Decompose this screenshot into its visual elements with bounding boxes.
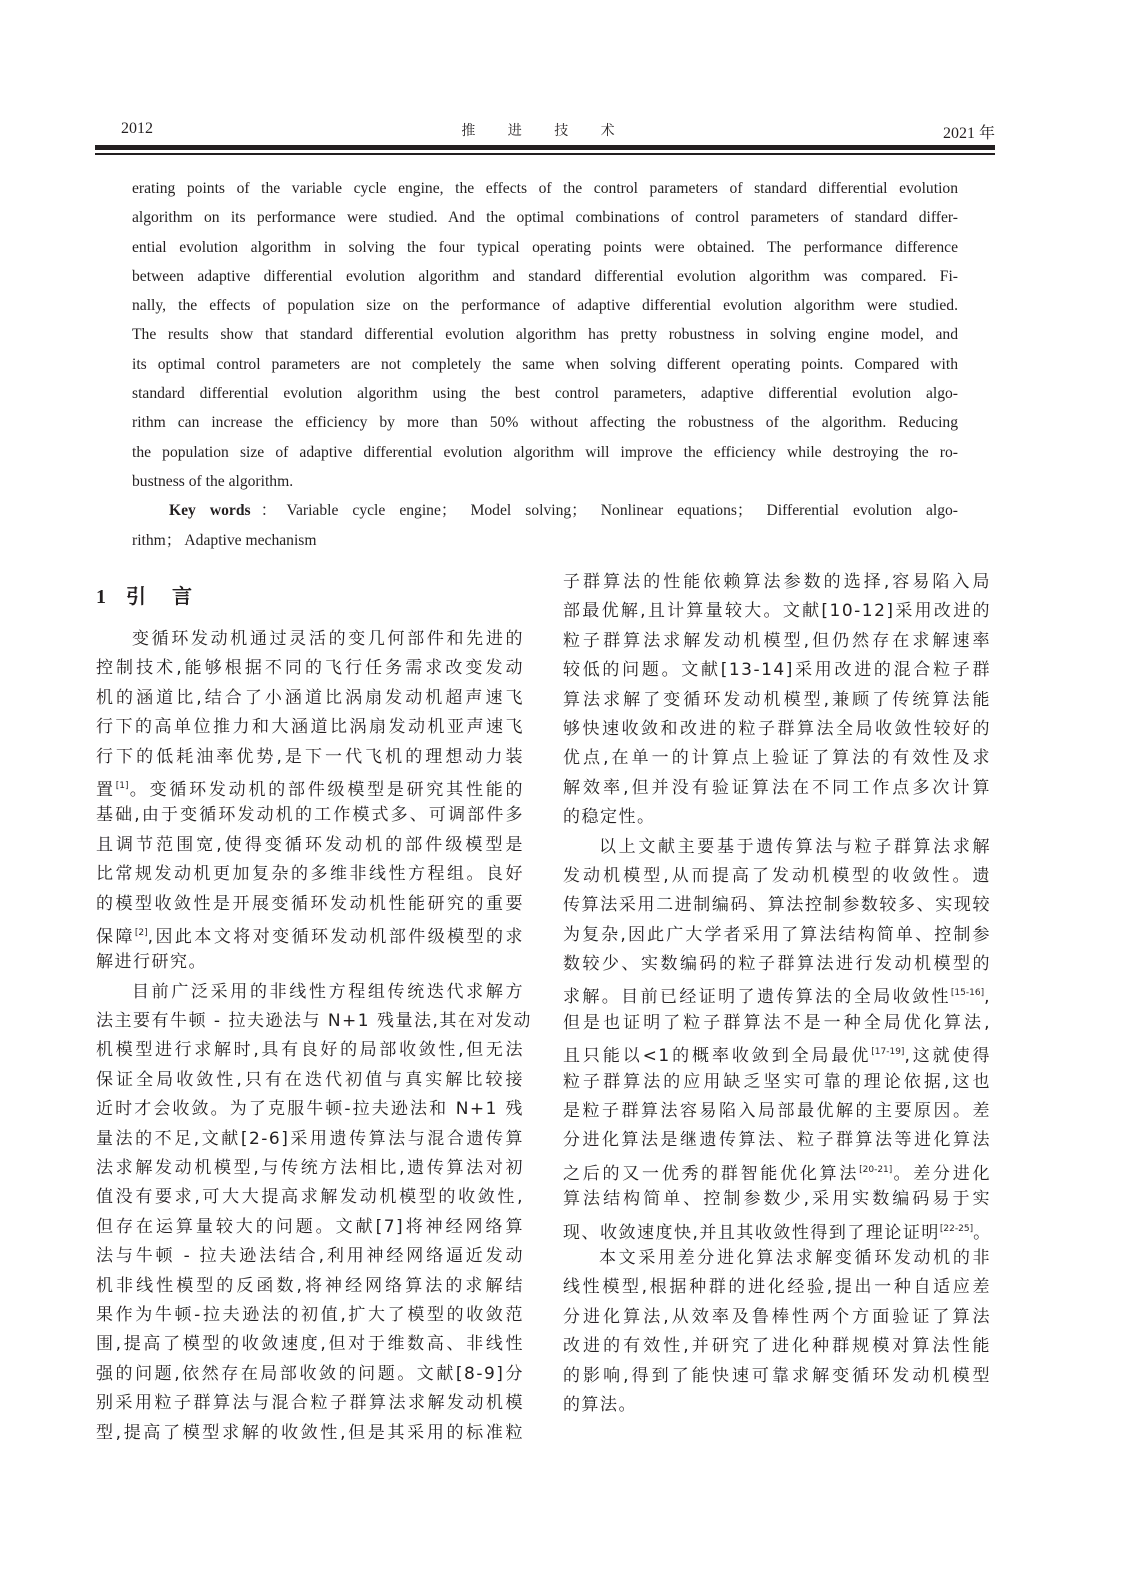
paragraph-line: 别采用粒子群算法与混合粒子群算法求解发动机模 [96, 1393, 524, 1414]
paragraph-line: 数较少、实数编码的粒子群算法进行发动机模型的 [563, 954, 991, 975]
paragraph-line: 围,提高了模型的收敛速度,但对于维数高、非线性 [96, 1334, 524, 1355]
text-run: , [984, 987, 991, 1008]
paragraph-line: 改进的有效性,并研究了进化种群规模对算法性能 [563, 1336, 991, 1357]
keywords-line: rithm； Adaptive mechanism [132, 531, 317, 549]
paragraph-line: 保证全局收敛性,只有在迭代初值与真实解比较接 [96, 1069, 524, 1090]
section-title-char: 引 [126, 584, 146, 608]
abstract-line: ential evolution algorithm in solving the four typical operating points were obtained. The performance difference [132, 238, 958, 256]
abstract-line: between adaptive differential evolution algorithm and standard differential evolution algorithm was compared. Fi- [132, 267, 958, 285]
paragraph-line: 机模型进行求解时,具有良好的局部收敛性,但无法 [96, 1040, 524, 1061]
paragraph-line [563, 979, 991, 1008]
paragraph-line: 部最优解,且计算量较大。文献[10-12]采用改进的 [563, 601, 991, 622]
citation-ref[interactable]: [22-25] [939, 1223, 974, 1234]
paragraph-line: 的稳定性。 [563, 807, 656, 828]
paragraph-line: 传算法采用二进制编码、算法控制参数较多、实现较 [563, 895, 991, 916]
text-run: 且只能以<1的概率收敛到全局最优 [563, 1046, 872, 1067]
paragraph-line [563, 1156, 991, 1185]
paragraph-line: 法求解发动机模型,与传统方法相比,遗传算法对初 [96, 1158, 524, 1179]
paragraph-line: 线性模型,根据种群的进化经验,提出一种自适应差 [563, 1277, 991, 1298]
text-run: 之后的又一优秀的群智能优化算法 [563, 1163, 860, 1184]
abstract-line: bustness of the algorithm. [132, 472, 294, 490]
paragraph-line: 近时才会收敛。为了克服牛顿-拉夫逊法和 N+1 残 [96, 1099, 524, 1120]
journal-title: 推 进 技 术 [461, 123, 629, 139]
paragraph-line: 优点,在单一的计算点上验证了算法的有效性及求 [563, 748, 991, 769]
text-run: 。差分进化 [892, 1163, 991, 1184]
paragraph-line: 分进化算法,从效率及鲁棒性两个方面验证了算法 [563, 1306, 991, 1327]
section-number: 1 [96, 586, 106, 608]
text-run: 。变循环发动机的部件级模型是研究其性能的 [128, 779, 525, 800]
abstract-line: the population size of adaptive differential evolution algorithm will improve the efficiency while destroying the ro- [132, 443, 958, 461]
keywords-text: ：Variable cycle engine； Model solving； Nonlinear equations； Differential evolution algo- [250, 502, 958, 520]
paragraph-line: 行下的高单位推力和大涵道比涡扇发动机亚声速飞 [96, 717, 524, 738]
text-run: 求解。目前已经证明了遗传算法的全局收敛性 [563, 987, 951, 1008]
paragraph-line: 分进化算法是继遗传算法、粒子群算法等进化算法 [563, 1130, 991, 1151]
citation-ref[interactable]: [1] [115, 780, 129, 791]
paragraph-line: 发动机模型,从而提高了发动机模型的收敛性。遗 [563, 865, 991, 886]
header-rule-thick [95, 145, 995, 150]
abstract-line: nally, the effects of population size on the performance of adaptive differential evolution algorithm were studied. [132, 297, 958, 315]
keywords-line [132, 496, 958, 525]
text-run: 保障 [96, 926, 135, 947]
citation-ref[interactable]: [2] [134, 927, 148, 938]
paragraph-line: 比常规发动机更加复杂的多维非线性方程组。良好 [96, 864, 524, 885]
paragraph-line: 值没有要求,可大大提高求解发动机模型的收敛性, [96, 1187, 524, 1208]
paragraph-line [563, 1038, 991, 1067]
paragraph-line: 强的问题,依然存在局部收敛的问题。文献[8-9]分 [96, 1363, 524, 1384]
paragraph-line: 控制技术,能够根据不同的飞行任务需求改变发动 [96, 658, 524, 679]
abstract-line: rithm can increase the efficiency by more than 50% without affecting the robustness of the algorithm. Reducing [132, 414, 958, 432]
citation-ref[interactable]: [15-16] [950, 988, 985, 999]
paragraph-line: 解效率,但并没有验证算法在不同工作点多次计算 [563, 777, 991, 798]
paragraph-line: 目前广泛采用的非线性方程组传统迭代求解方 [132, 981, 524, 1002]
citation-ref[interactable]: [17-19] [871, 1047, 905, 1058]
paragraph-line: 较低的问题。文献[13-14]采用改进的混合粒子群 [563, 660, 991, 681]
english-abstract [132, 174, 958, 555]
citation-ref[interactable]: [20-21] [859, 1164, 893, 1175]
paragraph-line: 果作为牛顿-拉夫逊法的初值,扩大了模型的收敛范 [96, 1304, 524, 1325]
paragraph-line: 法主要有牛顿 - 拉夫逊法与 N+1 残量法,其在对发动 [96, 1011, 532, 1032]
paragraph-line: 子群算法的性能依赖算法参数的选择,容易陷入局 [563, 572, 991, 592]
paragraph-line: 变循环发动机通过灵活的变几何部件和先进的 [132, 629, 524, 649]
text-run: 。 [973, 1222, 992, 1243]
text-run: ,这就使得 [904, 1046, 992, 1067]
keywords-label: Key words [169, 502, 251, 520]
paragraph-line: 机非线性模型的反函数,将神经网络算法的求解结 [96, 1275, 524, 1296]
section-heading [96, 580, 192, 609]
paragraph-line [96, 919, 524, 948]
paragraph-line: 的模型收敛性是开展变循环发动机性能研究的重要 [96, 893, 524, 914]
abstract-line: standard differential evolution algorithm using the best control parameters, adaptive differential evolution algo- [132, 385, 958, 403]
paragraph-line: 粒子群算法求解发动机模型,但仍然存在求解速率 [563, 630, 991, 651]
paragraph-line: 算法结构简单、控制参数少,采用实数编码易于实 [563, 1189, 991, 1210]
header-rule-thin [95, 153, 995, 155]
abstract-line: erating points of the variable cycle engine, the effects of the control parameters of standard differential evolution [132, 180, 958, 197]
running-header [95, 118, 995, 142]
paragraph-line: 机的涵道比,结合了小涵道比涡扇发动机超声速飞 [96, 687, 524, 708]
paragraph-line: 行下的低耗油率优势,是下一代飞机的理想动力装 [96, 746, 524, 767]
section-title-char: 言 [172, 584, 192, 608]
paragraph-line: 但是也证明了粒子群算法不是一种全局优化算法, [563, 1012, 991, 1033]
paragraph-line: 以上文献主要基于遗传算法与粒子群算法求解 [599, 836, 991, 857]
paragraph-line: 是粒子群算法容易陷入局部最优解的主要原因。差 [563, 1101, 991, 1122]
paragraph-line: 解进行研究。 [96, 952, 207, 973]
paragraph-line: 法与牛顿 - 拉夫逊法结合,利用神经网络逼近发动 [96, 1246, 524, 1267]
paragraph-line: 为复杂,因此广大学者采用了算法结构简单、控制参 [563, 924, 991, 945]
text-run: 置 [96, 779, 116, 800]
right-column [563, 568, 991, 1420]
paragraph-line: 型,提高了模型求解的收敛性,但是其采用的标准粒 [96, 1422, 524, 1443]
left-column [96, 625, 532, 1448]
paragraph-line: 基础,由于变循环发动机的工作模式多、可调部件多 [96, 805, 524, 826]
paragraph-line: 够快速收敛和改进的粒子群算法全局收敛性较好的 [563, 718, 991, 739]
paragraph-line: 且调节范围宽,使得变循环发动机的部件级模型是 [96, 834, 524, 855]
paragraph-line: 算法求解了变循环发动机模型,兼顾了传统算法能 [563, 689, 991, 710]
paragraph-line: 本文采用差分进化算法求解变循环发动机的非 [599, 1247, 991, 1268]
paragraph-line [96, 772, 524, 801]
abstract-line: algorithm on its performance were studied. And the optimal combinations of control parameters of standard differ- [132, 209, 958, 227]
publication-year: 2021 年 [942, 125, 995, 142]
paragraph-line: 量法的不足,文献[2-6]采用遗传算法与混合遗传算 [96, 1128, 524, 1149]
abstract-line: its optimal control parameters are not completely the same when solving different operating points. Compared with [132, 355, 958, 373]
text-run: 现、收敛速度快,并且其收敛性得到了理论证明 [563, 1222, 940, 1243]
paragraph-line [563, 1215, 991, 1244]
text-run: ,因此本文将对变循环发动机部件级模型的求 [147, 926, 524, 947]
abstract-line: The results show that standard differential evolution algorithm has pretty robustness in solving engine model, and [132, 326, 958, 344]
paragraph-line: 但存在运算量较大的问题。文献[7]将神经网络算 [96, 1216, 524, 1237]
paragraph-line: 的算法。 [563, 1394, 637, 1415]
paragraph-line: 粒子群算法的应用缺乏坚实可靠的理论依据,这也 [563, 1071, 991, 1092]
paragraph-line: 的影响,得到了能快速可靠求解变循环发动机模型 [563, 1365, 991, 1386]
page-number: 2012 [121, 120, 153, 137]
